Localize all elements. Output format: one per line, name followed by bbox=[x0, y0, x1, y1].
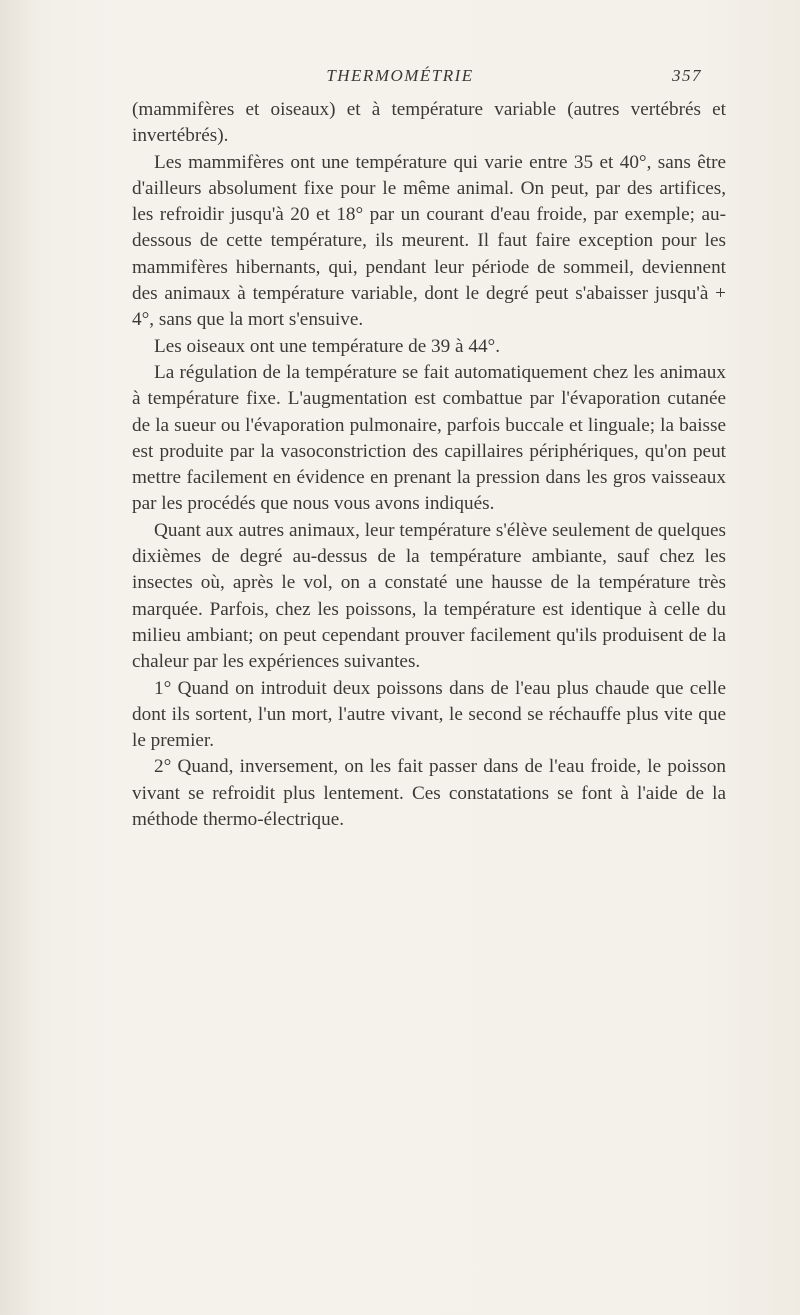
running-header bbox=[0, 66, 800, 90]
body-text bbox=[132, 97, 726, 833]
paragraph-experiment-1: 1° Quand on introduit deux poissons dans de l'eau plus chaude que celle dont ils sortent, l'un mort, l'autre vivant, le second se réchauffe plus vite que le premier. bbox=[132, 677, 726, 752]
running-title: THERMOMÉTRIE bbox=[326, 66, 474, 85]
paragraph-birds: Les oiseaux ont une température de 39 à 44°. bbox=[154, 335, 501, 357]
paragraph-experiment-2: 2° Quand, inversement, on les fait passer dans de l'eau froide, le poisson vivant se refroidit plus lentement. Ces constatations se font à l'aide de la méthode thermo-électrique. bbox=[132, 756, 726, 831]
paragraph-other-animals: Quant aux autres animaux, leur température s'élève seulement de quelques dixièmes de degré au-dessus de la température ambiante, sauf chez les insectes où, après le vol, on a constaté une hausse de la température très marquée. Parfois, chez les poissons, la température est identique à celle du milieu ambiant; on peut cependant prouver facilement qu'ils produisent de la chaleur par les expériences suivantes. bbox=[132, 519, 726, 673]
paragraph-regulation: La régulation de la température se fait automatiquement chez les animaux à température fixe. L'augmentation est combattue par l'évaporation cutanée de la sueur ou l'évaporation pulmonaire, parfois buccale et linguale; la baisse est produite par la vasoconstriction des capillaires périphériques, qu'on peut mettre facilement en évidence en prenant la pression dans les gros vaisseaux par les procédés que nous vous avons indiqués. bbox=[132, 361, 726, 515]
paragraph-mammals: Les mammifères ont une température qui varie entre 35 et 40°, sans être d'ailleurs absolument fixe pour le même animal. On peut, par des artifices, les refroidir jusqu'à 20 et 18° par un courant d'eau froide, par exemple; au-dessous de cette température, ils meurent. Il faut faire exception pour les mammifères hibernants, qui, pendant leur période de sommeil, deviennent des animaux à température variable, dont le degré peut s'abaisser jusqu'à + 4°, sans que la mort s'ensuive. bbox=[132, 151, 726, 331]
page-number: 357 bbox=[672, 66, 702, 85]
paragraph-continuation: (mammifères et oiseaux) et à température variable (autres vertébrés et invertébrés). bbox=[132, 99, 726, 147]
